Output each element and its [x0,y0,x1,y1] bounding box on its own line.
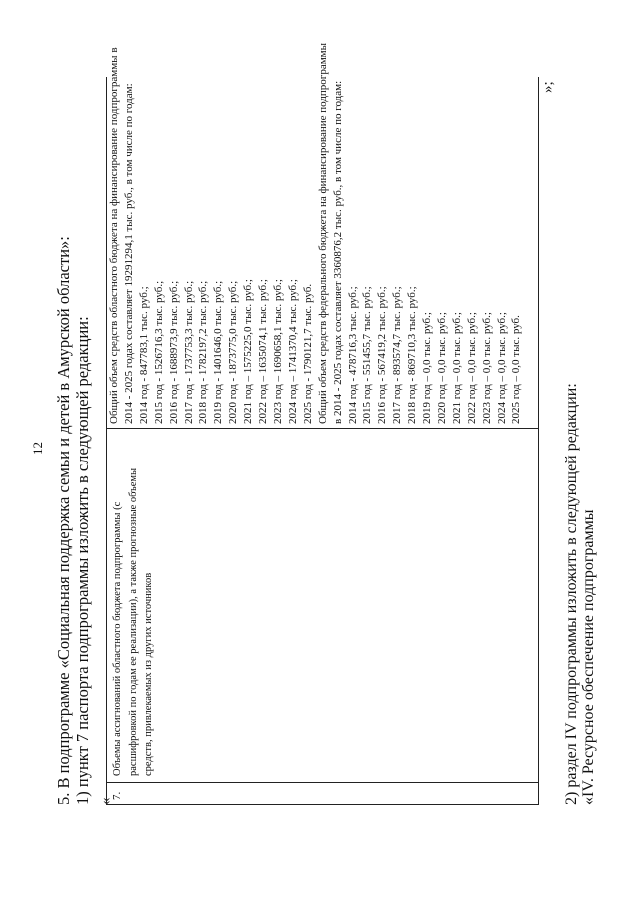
value-line: 2017 год - 1737753,3 тыс. руб.; [182,280,195,424]
value-line: 2025 год – 0,0 тыс. руб. [510,315,523,424]
value-line: 2022 год – 0,0 тыс. руб.; [465,312,478,424]
value-line: 2020 год – 0,0 тыс. руб.; [435,312,448,424]
intro-line-1: 5. В подпрограмме «Социальная поддержка семьи и детей в Амурской области»: [54,236,73,805]
value-line: 2023 год – 0,0 тыс. руб.; [480,312,493,424]
row-number: 7. [111,791,123,800]
value-line: 2014 - 2025 годах составляет 19291294,1 тыс. руб., в том числе по годам: [122,83,135,424]
opening-quote: « [98,797,114,805]
value-line: 2015 год - 551455,7 тыс. руб.; [361,286,374,424]
page-number: 12 [30,442,45,455]
value-line: 2016 год - 1688973,9 тыс. руб.; [167,280,180,424]
intro-block [54,236,92,805]
value-line: 2020 год - 1873775,0 тыс. руб.; [227,280,240,424]
value-line: 2016 год - 567419,2 тыс. руб.; [376,286,389,424]
value-line: 2017 год - 893574,7 тыс. руб.; [391,286,404,424]
value-line: Общий объем средств областного бюджета на финансирование подпрограммы в [108,47,120,424]
outro-block [563,383,597,805]
closing-quote: »; [540,81,556,93]
value-line: 2019 год – 0,0 тыс. руб.; [421,312,434,424]
outro-line-2: «IV. Ресурсное обеспечение подпрограммы [580,509,597,805]
row-value-cell [107,42,538,428]
value-line: 2025 год - 1790121,7 тыс. руб. [301,283,314,424]
outro-line-1: 2) раздел IV подпрограммы изложить в следующей редакции: [563,383,580,805]
value-line: 2014 год - 847783,1 тыс. руб.; [137,286,150,424]
value-line: Общий объем средств федерального бюджета на финансирование подпрограммы [316,42,329,424]
value-line: 2024 год – 1741370,4 тыс. руб.; [286,279,299,424]
value-line: 2018 год - 1782197,2 тыс. руб.; [197,280,210,424]
passport-table [106,42,539,805]
value-line: 2019 год - 1401646,0 тыс. руб.; [212,280,225,424]
value-line: 2014 год - 478716,3 тыс. руб.; [346,286,359,424]
value-line: 2018 год - 869710,3 тыс. руб.; [406,286,419,424]
value-line: 2021 год – 1575225,0 тыс. руб.; [242,279,255,424]
intro-line-2: 1) пункт 7 паспорта подпрограммы изложить в следующей редакции: [73,316,92,805]
row-number-cell [107,782,538,804]
value-line: 2024 год – 0,0 тыс. руб.; [495,312,508,424]
row-name-cell [107,428,538,782]
row-name-text: Объемы ассигнований областного бюджета подпрограммы (с расшифровкой по годам ее реализации), а также прогнозные объемы средств, привлекаемых из других источников [112,467,154,776]
value-line: 2022 год – 1635074,1 тыс. руб.; [257,279,270,424]
value-line: в 2014 - 2025 годах составляет 3360876,2 тыс. руб., в том числе по годам: [331,80,344,424]
value-line: 2015 год - 1526716,3 тыс. руб.; [152,280,165,424]
value-line: 2021 год – 0,0 тыс. руб.; [450,312,463,424]
value-line: 2023 год – 1690658,1 тыс. руб.; [271,279,284,424]
